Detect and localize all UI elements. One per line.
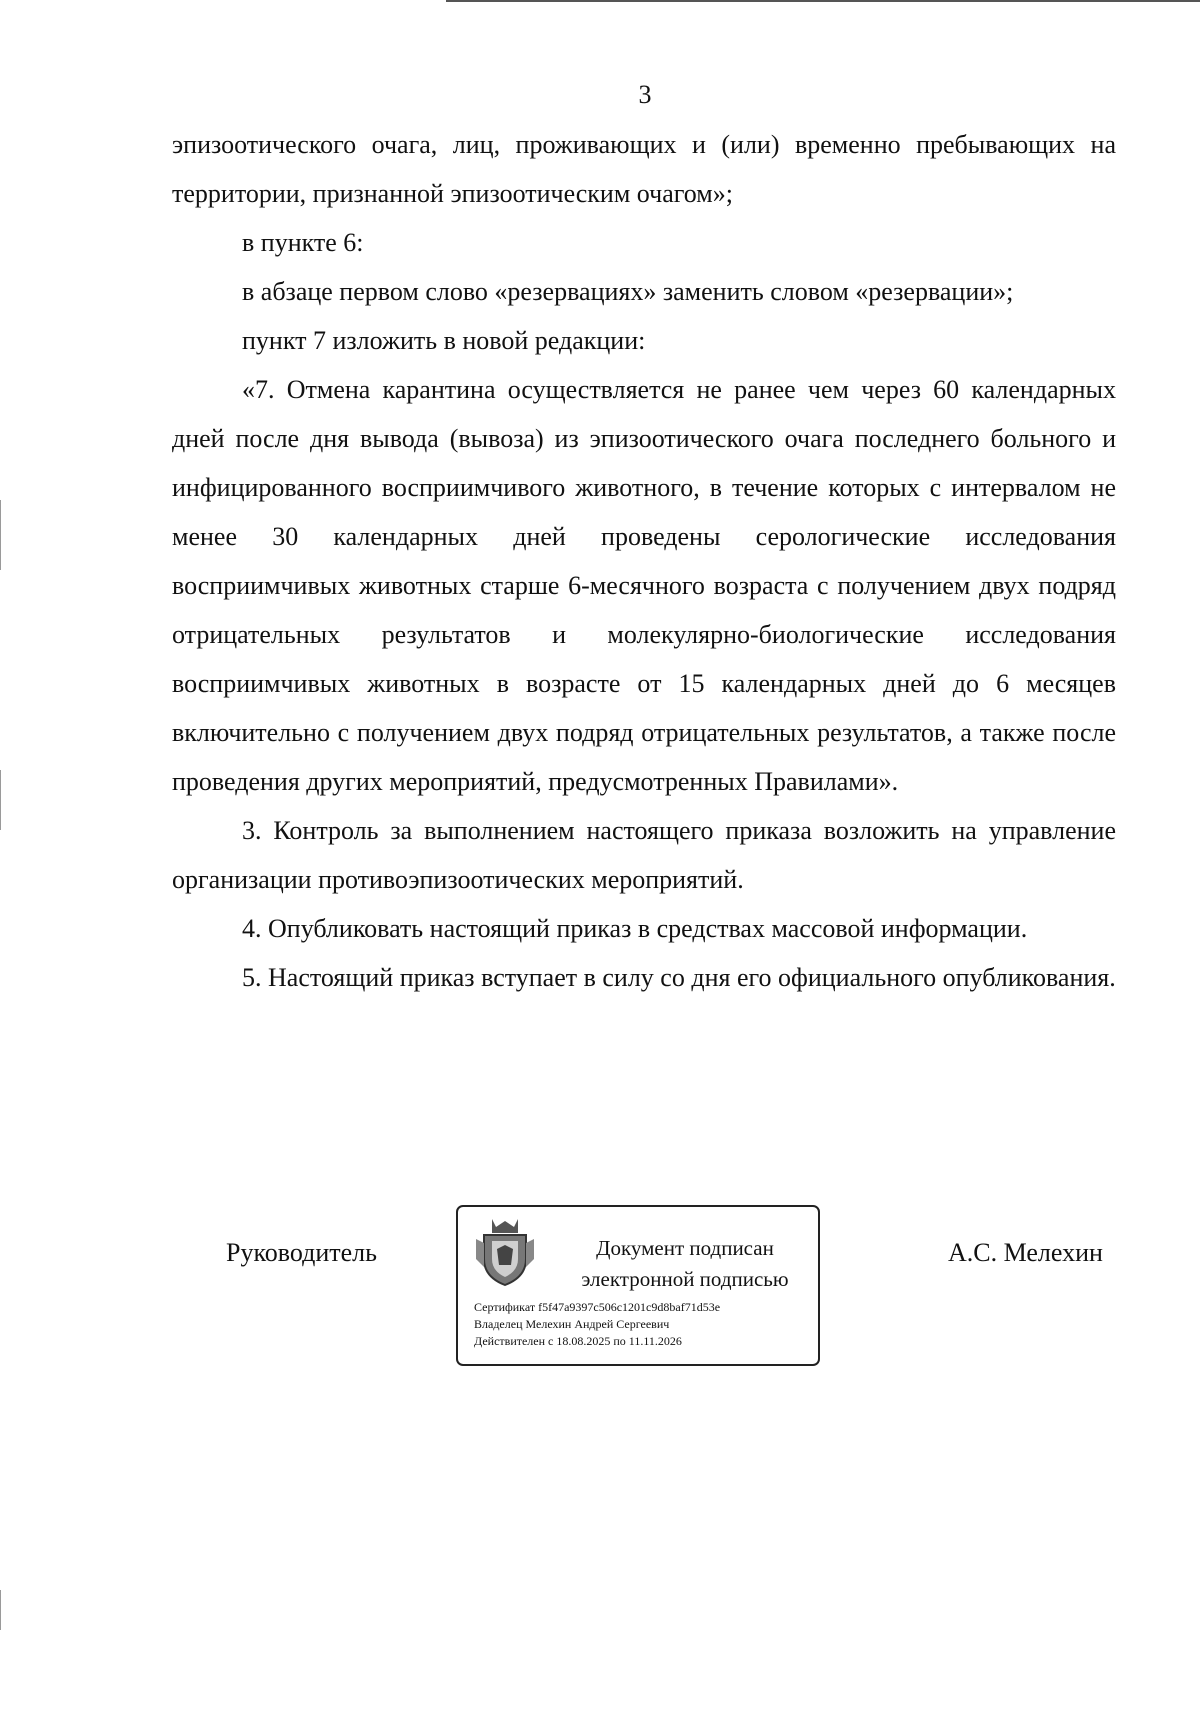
top-border-line [446, 0, 1200, 2]
signatory-position: Руководитель [226, 1238, 377, 1267]
stamp-title [562, 1233, 808, 1295]
paragraph: 3. Контроль за выполнением настоящего приказа возложить на управление организации противоэпизоотических мероприятий. [172, 816, 1116, 894]
paragraph: «7. Отмена карантина осуществляется не ранее чем через 60 календарных дней после дня вывода (вывоза) из эпизоотического очага последнего больного и инфицированного восприимчивого животного, в течение которых с интервалом не менее 30 календарных дней проведены серологические исследования восприимчивых животных старше 6-месячного возраста с получением двух подряд отрицательных результатов и молекулярно-биологические исследования восприимчивых животных в возрасте от 15 календарных дней до 6 месяцев включительно с получением двух подряд отрицательных результатов, а также после проведения других мероприятий, предусмотренных Правилами». [172, 375, 1116, 796]
paragraph: в пункте 6: [242, 228, 364, 257]
signatory-name: А.С. Мелехин [948, 1238, 1103, 1267]
paragraph: 4. Опубликовать настоящий приказ в средствах массовой информации. [242, 914, 1028, 943]
scan-edge-mark [0, 1590, 1, 1630]
paragraph: 5. Настоящий приказ вступает в силу со дня его официального опубликования. [242, 963, 1116, 992]
electronic-signature-stamp [456, 1205, 820, 1366]
stamp-details [474, 1299, 720, 1350]
stamp-title-line: Документ подписан [596, 1236, 774, 1260]
paragraph: в абзаце первом слово «резервациях» заменить словом «резервации»; [242, 277, 1014, 306]
scan-edge-mark [0, 770, 1, 830]
stamp-title-line: электронной подписью [581, 1267, 789, 1291]
certificate-owner: Владелец Мелехин Андрей Сергеевич [474, 1317, 670, 1331]
certificate-number: Сертификат f5f47a9397c506c1201c9d8baf71d53e [474, 1300, 721, 1314]
scan-edge-mark [0, 500, 1, 570]
certificate-validity: Действителен с 18.08.2025 по 11.11.2026 [474, 1334, 682, 1348]
coat-of-arms-icon [474, 1215, 536, 1287]
paragraph: эпизоотического очага, лиц, проживающих и (или) временно пребывающих на территории, признанной эпизоотическим очагом»; [172, 130, 1116, 208]
page-number: 3 [638, 80, 652, 109]
signature-block [0, 1200, 1200, 1380]
document-body [172, 120, 1116, 1002]
paragraph: пункт 7 изложить в новой редакции: [242, 326, 646, 355]
